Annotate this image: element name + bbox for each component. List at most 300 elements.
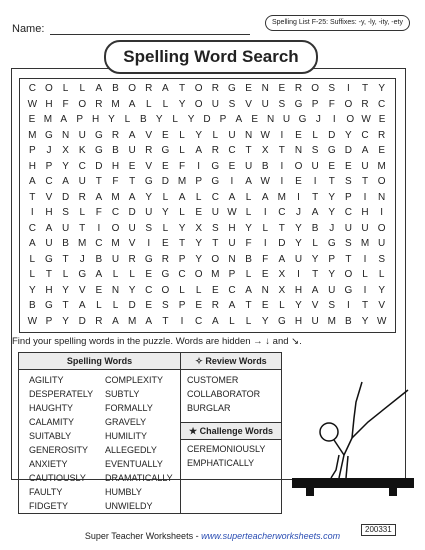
grid-letter: R (95, 315, 103, 327)
word-item: EVENTUALLY (105, 459, 163, 469)
grid-letter: R (211, 83, 219, 94)
grid-letter: S (211, 222, 219, 234)
grid-letter: C (78, 160, 86, 172)
grid-letter: A (278, 253, 286, 265)
grid-letter: U (111, 253, 120, 265)
grid-letter: M (327, 315, 336, 327)
grid-letter: F (245, 238, 252, 249)
grid-letter: O (346, 114, 355, 125)
grid-letter: G (277, 315, 286, 327)
grid-letter: T (29, 191, 36, 203)
grid-letter: N (261, 284, 269, 296)
grid-letter: L (62, 83, 69, 94)
grid-letter: L (378, 269, 385, 280)
grid-letter: T (361, 176, 369, 187)
grid-letter: D (128, 207, 136, 218)
grid-letter: T (79, 222, 86, 234)
grid-letter: P (28, 145, 36, 156)
grid-letter: V (78, 284, 86, 296)
grid-letter: U (211, 207, 219, 218)
grid-letter: N (228, 253, 236, 265)
grid-letter: P (45, 160, 53, 172)
grid-letter: D (78, 315, 86, 327)
grid-letter: W (361, 114, 371, 125)
grid-letter: I (30, 207, 34, 218)
grid-letter: A (145, 315, 153, 327)
grid-letter: R (211, 145, 219, 156)
grid-letter: N (61, 129, 70, 141)
grid-letter: U (361, 160, 369, 172)
grid-letter: S (378, 253, 385, 265)
grid-letter: I (297, 269, 300, 280)
grid-letter: J (46, 145, 52, 156)
word-item: CUSTOMER (187, 375, 239, 385)
grid-letter: E (295, 176, 302, 187)
grid-letter: L (179, 207, 185, 218)
grid-letter: I (97, 222, 101, 234)
grid-letter: C (378, 98, 386, 110)
grid-letter: R (95, 98, 103, 110)
grid-letter: I (363, 191, 367, 203)
grid-letter: N (111, 284, 120, 296)
grid-letter: Y (328, 191, 336, 203)
grid-letter: U (128, 222, 136, 234)
grid-letter: T (245, 145, 252, 156)
grid-letter: E (228, 160, 236, 172)
word-item: SUBTLY (105, 389, 140, 399)
grid-letter: G (144, 253, 153, 265)
word-item: EMPHATICALLY (187, 458, 255, 468)
grid-letter: D (95, 160, 103, 172)
grid-letter: A (128, 98, 136, 110)
grid-letter: I (363, 253, 367, 265)
grid-letter: N (294, 145, 303, 156)
word-item: HUMBLY (105, 487, 142, 497)
grid-letter: G (327, 145, 336, 156)
grid-letter: L (195, 284, 202, 296)
grid-letter: T (95, 176, 102, 187)
grid-letter: U (45, 238, 53, 249)
footer-url[interactable]: www.superteacherworksheets.com (201, 531, 341, 541)
grid-letter: G (211, 160, 220, 172)
grid-letter: E (211, 284, 219, 296)
grid-letter: G (298, 114, 307, 125)
grid-letter: P (45, 315, 53, 327)
grid-letter: Y (62, 315, 69, 327)
word-item: COLLABORATOR (187, 389, 261, 399)
grid-letter: Y (378, 83, 385, 94)
grid-letter: B (140, 114, 147, 125)
word-item: ANXIETY (29, 459, 68, 469)
grid-letter: L (112, 269, 119, 280)
grid-letter: H (45, 98, 53, 110)
grid-letter: X (195, 222, 202, 234)
grid-letter: A (45, 222, 53, 234)
grid-letter: E (378, 114, 386, 125)
grid-letter: C (95, 238, 103, 249)
footer-prefix: Super Teacher Worksheets - (84, 531, 202, 541)
grid-letter: T (178, 83, 186, 94)
grid-letter: G (94, 145, 103, 156)
grid-letter: D (161, 176, 169, 187)
grid-letter: E (328, 160, 336, 172)
grid-letter: R (111, 129, 120, 141)
grid-letter: R (361, 98, 369, 110)
grid-letter: A (95, 83, 103, 94)
grid-letter: P (178, 253, 186, 265)
grid-letter: I (380, 207, 384, 218)
grid-letter: L (229, 315, 235, 327)
grid-letter: N (378, 191, 386, 203)
word-item: FORMALLY (105, 403, 153, 413)
grid-letter: B (311, 222, 319, 234)
list-tag: Spelling List F-25: Suffixes: -y, -ly, -ity, -ety (265, 15, 410, 31)
grid-letter: T (361, 83, 369, 94)
grid-letter: E (162, 129, 169, 141)
grid-letter: U (228, 238, 236, 249)
grid-letter: G (144, 176, 153, 187)
grid-letter: Y (295, 300, 302, 311)
grid-letter: G (45, 300, 53, 311)
grid-letter: W (260, 129, 270, 141)
grid-letter: P (219, 114, 227, 125)
grid-letter: A (245, 176, 252, 187)
word-item: CALAMITY (29, 417, 75, 427)
grid-letter: C (211, 191, 219, 203)
grid-letter: L (96, 300, 102, 311)
grid-letter: T (312, 191, 319, 203)
grid-letter: U (344, 222, 352, 234)
grid-letter: L (145, 98, 152, 110)
grid-letter: O (194, 269, 203, 280)
word-item: FIDGETY (29, 501, 69, 511)
grid-letter: R (378, 129, 386, 141)
grid-letter: R (294, 83, 303, 94)
grid-letter: V (45, 191, 53, 203)
grid-letter: W (260, 176, 270, 187)
grid-letter: J (295, 207, 301, 218)
grid-letter: H (45, 207, 53, 218)
grid-letter: U (294, 253, 303, 265)
grid-letter: R (145, 83, 153, 94)
grid-letter: L (179, 129, 185, 141)
grid-letter: C (195, 315, 203, 327)
page-title: Spelling Word Search (104, 40, 318, 74)
word-item: HAUGHTY (29, 403, 74, 413)
grid-letter: T (178, 238, 186, 249)
grid-letter: B (95, 253, 103, 265)
grid-letter: C (111, 207, 120, 218)
grid-letter: E (95, 284, 103, 296)
grid-letter: O (211, 253, 220, 265)
grid-letter: E (195, 300, 202, 311)
grid-letter: G (78, 269, 87, 280)
word-item: HUMILITY (105, 431, 148, 441)
grid-letter: M (360, 238, 370, 249)
grid-letter: A (62, 176, 69, 187)
grid-letter: O (377, 176, 386, 187)
grid-letter: O (45, 83, 53, 94)
grid-letter: H (294, 315, 303, 327)
grid-letter: V (128, 238, 136, 249)
grid-letter: L (195, 191, 202, 203)
grid-letter: Y (162, 207, 169, 218)
grid-letter: I (280, 176, 284, 187)
grid-letter: E (162, 238, 169, 249)
grid-letter: G (344, 284, 353, 296)
grid-letter: Y (295, 222, 302, 234)
grid-letter: P (76, 114, 84, 125)
grid-letter: U (244, 160, 253, 172)
grid-letter: W (27, 315, 38, 327)
grid-letter: Y (155, 114, 163, 125)
grid-letter: U (128, 145, 136, 156)
grid-letter: N (261, 83, 269, 94)
grid-letter: G (294, 98, 303, 110)
grid-letter: I (180, 315, 184, 327)
grid-letter: J (315, 114, 321, 125)
grid-letter: U (61, 222, 70, 234)
grid-letter: L (79, 83, 85, 94)
grid-letter: S (62, 207, 69, 218)
grid-letter: A (361, 145, 369, 156)
grid-letter: E (245, 83, 252, 94)
review-words-header: ✧ Review Words (181, 353, 281, 370)
grid-letter: Y (128, 284, 136, 296)
grid-letter: Y (378, 284, 385, 296)
grid-letter: O (78, 98, 87, 110)
grid-letter: X (62, 145, 69, 156)
grid-letter: O (161, 284, 170, 296)
grid-letter: N (244, 129, 253, 141)
grid-letter: O (128, 83, 137, 94)
grid-letter: I (280, 160, 284, 172)
grid-letter: F (112, 176, 119, 187)
grid-letter: U (282, 114, 291, 125)
grid-letter: F (178, 160, 186, 172)
grid-letter: V (245, 98, 252, 110)
grid-letter: T (162, 315, 169, 327)
grid-letter: A (228, 191, 236, 203)
grid-letter: S (228, 98, 236, 110)
grid-letter: L (124, 114, 131, 125)
gymnast-illustration (284, 360, 416, 510)
grid-letter: T (62, 300, 69, 311)
grid-letter: U (78, 129, 86, 141)
grid-letter: Y (195, 253, 202, 265)
word-item: CEREMONIOUSLY (187, 444, 266, 454)
grid-letter: A (78, 300, 86, 311)
grid-letter: Y (108, 114, 115, 125)
grid-letter: E (128, 160, 136, 172)
grid-letter: H (361, 207, 369, 218)
grid-letter: A (178, 191, 186, 203)
grid-letter: S (278, 98, 286, 110)
grid-letter: Y (187, 114, 195, 125)
grid-letter: A (128, 191, 136, 203)
grid-letter: H (228, 222, 236, 234)
grid-letter: I (347, 300, 350, 311)
grid-letter: A (28, 176, 36, 187)
grid-letter: D (128, 300, 136, 311)
grid-letter: I (263, 238, 267, 249)
grid-letter: S (328, 300, 336, 311)
grid-letter: Y (261, 315, 269, 327)
spelling-words-header: Spelling Words (19, 353, 180, 370)
grid-letter: P (195, 176, 202, 187)
challenge-words-header: ★ Challenge Words (181, 422, 281, 440)
grid-letter: N (267, 114, 275, 125)
grid-letter: T (312, 269, 319, 280)
grid-letter: B (112, 83, 119, 94)
grid-letter: Y (328, 269, 336, 280)
grid-letter: C (228, 145, 236, 156)
grid-letter: U (78, 176, 86, 187)
word-item: DESPERATELY (29, 389, 94, 399)
grid-letter: I (280, 129, 284, 141)
grid-letter: C (361, 129, 369, 141)
grid-letter: G (161, 145, 170, 156)
grid-letter: W (227, 207, 237, 218)
grid-letter: L (162, 191, 169, 203)
grid-letter: W (27, 98, 38, 110)
grid-letter: Y (345, 129, 352, 141)
grid-letter: V (145, 129, 153, 141)
grid-letter: Y (361, 315, 369, 327)
grid-letter: L (112, 300, 119, 311)
grid-letter: C (344, 207, 352, 218)
grid-letter: E (261, 269, 269, 280)
grid-letter: R (161, 253, 169, 265)
grid-letter: D (203, 114, 211, 125)
word-item: DRAMATICALLY (105, 473, 173, 483)
grid-letter: A (60, 114, 68, 125)
grid-letter: D (278, 238, 286, 249)
grid-letter: G (45, 129, 53, 141)
grid-letter: F (62, 98, 69, 110)
grid-letter: X (278, 269, 286, 280)
grid-letter: B (112, 145, 119, 156)
grid-letter: U (311, 315, 319, 327)
grid-letter: I (347, 83, 350, 94)
grid-letter: E (195, 207, 202, 218)
grid-letter: Y (195, 238, 202, 249)
grid-letter: E (378, 145, 385, 156)
grid-letter: C (28, 222, 36, 234)
grid-letter: Y (295, 238, 302, 249)
grid-letter: E (278, 83, 286, 94)
grid-letter: I (363, 284, 367, 296)
grid-letter: G (211, 176, 220, 187)
grid-letter: L (245, 269, 252, 280)
grid-letter: H (91, 114, 100, 125)
grid-letter: M (111, 238, 120, 249)
grid-letter: Y (195, 129, 202, 141)
grid-letter: P (345, 191, 352, 203)
grid-letter: G (45, 253, 53, 265)
grid-letter: H (111, 160, 120, 172)
grid-letter: F (262, 253, 269, 265)
grid-letter: A (128, 129, 136, 141)
grid-letter: L (362, 269, 368, 280)
grid-letter: E (145, 300, 153, 311)
grid-letter: L (129, 269, 135, 280)
grid-letter: T (129, 176, 136, 187)
word-item: GRAVELY (105, 417, 147, 427)
grid-letter: U (228, 129, 236, 141)
grid-letter: I (263, 207, 267, 218)
grid-letter: P (228, 269, 236, 280)
balance-beam (292, 478, 414, 488)
grid-letter: O (377, 222, 386, 234)
grid-letter: S (311, 145, 319, 156)
grid-letter: T (245, 300, 252, 311)
grid-letter: R (211, 300, 219, 311)
grid-letter: O (294, 160, 303, 172)
grid-letter: O (194, 98, 203, 110)
grid-letter: C (178, 269, 186, 280)
grid-letter: F (328, 98, 335, 110)
grid-letter: A (245, 284, 252, 296)
grid-letter: L (245, 191, 252, 203)
grid-letter: A (228, 300, 236, 311)
grid-letter: I (313, 176, 317, 187)
grid-letter: A (261, 191, 269, 203)
grid-letter: M (211, 269, 220, 280)
word-item: COMPLEXITY (105, 375, 164, 385)
grid-letter: G (228, 83, 236, 94)
grid-letter: B (261, 160, 269, 172)
grid-letter: A (95, 269, 103, 280)
grid-letter: T (278, 145, 285, 156)
grid-letter: P (328, 253, 336, 265)
grid-letter: P (178, 300, 186, 311)
word-item: SUITABLY (29, 431, 72, 441)
grid-letter: O (194, 83, 203, 94)
grid-letter: J (329, 222, 335, 234)
grid-letter: A (162, 83, 169, 94)
grid-letter: U (211, 98, 219, 110)
grid-letter: R (128, 253, 136, 265)
grid-letter: W (376, 315, 387, 327)
word-item: FAULTY (29, 487, 63, 497)
grid-letter: S (145, 222, 153, 234)
grid-letter: C (45, 176, 53, 187)
grid-letter: I (332, 114, 336, 125)
word-item: CAUTIOUSLY (29, 473, 86, 483)
grid-letter: I (197, 160, 201, 172)
grid-letter: L (212, 129, 219, 141)
grid-letter: Y (178, 98, 186, 110)
grid-letter: O (344, 98, 353, 110)
grid-letter: L (245, 207, 252, 218)
grid-letter: A (195, 145, 202, 156)
grid-letter: A (95, 191, 103, 203)
grid-letter: E (261, 300, 269, 311)
grid-letter: E (145, 269, 153, 280)
word-item: UNWIELDY (105, 501, 153, 511)
grid-letter: R (78, 191, 86, 203)
grid-letter: D (61, 191, 70, 203)
grid-letter: H (45, 284, 53, 296)
grid-letter: Y (178, 222, 186, 234)
grid-letter: S (162, 300, 169, 311)
grid-letter: A (311, 207, 319, 218)
grid-letter: M (111, 191, 120, 203)
word-search-grid (19, 78, 396, 333)
grid-letter: I (297, 191, 300, 203)
grid-letter: L (79, 207, 85, 218)
